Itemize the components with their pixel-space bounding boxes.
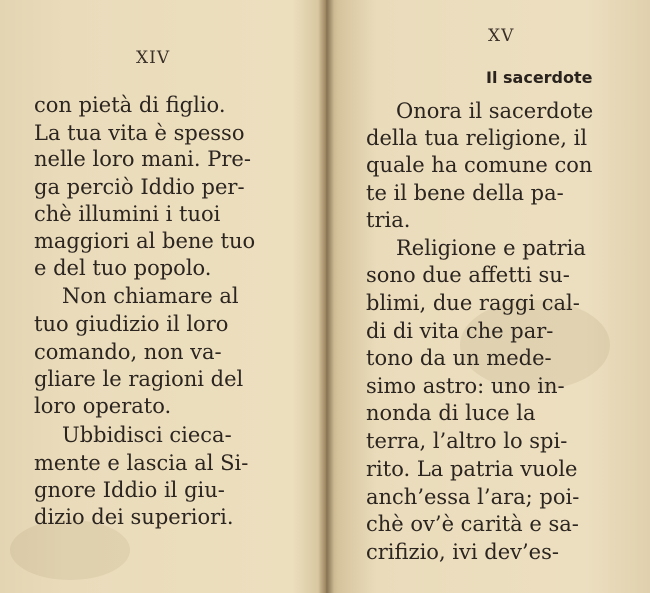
text-line: nelle loro mani. Pre- (34, 147, 251, 171)
page-number-right: XV (488, 26, 515, 46)
text-line: con pietà di figlio. (34, 93, 226, 117)
text-line: sono due affetti su- (366, 263, 570, 287)
text-line: Onora il sacerdote (396, 99, 594, 123)
text-line: Ubbidisci cieca- (62, 423, 232, 447)
text-line: Non chiamare al (62, 284, 239, 308)
text-line: Religione e patria (396, 236, 586, 260)
text-line: terra, l’altro lo spi- (366, 429, 568, 453)
text-line: crifizio, ivi dev’es- (366, 540, 559, 564)
page-number-left: XIV (136, 48, 171, 68)
text-line: te il bene della pa- (366, 181, 564, 205)
text-line: blimi, due raggi cal- (366, 291, 580, 315)
text-line: maggiori al bene tuo (34, 229, 256, 253)
text-line: loro operato. (34, 394, 172, 418)
text-line: anch’essa l’ara; poi- (366, 485, 580, 509)
text-line: chè illumini i tuoi (34, 202, 221, 226)
text-line: di di vita che par- (366, 319, 554, 343)
text-line: mente e lascia al Si- (34, 451, 249, 475)
text-line: dizio dei superiori. (34, 505, 234, 529)
right-page (330, 0, 650, 593)
text-line: gnore Iddio il giu- (34, 478, 225, 502)
text-line: ga perciò Iddio per- (34, 175, 245, 199)
text-line: quale ha comune con (366, 153, 593, 177)
text-line: chè ov’è carità e sa- (366, 512, 579, 536)
text-line: tono da un mede- (366, 346, 552, 370)
text-line: rito. La patria vuole (366, 457, 578, 481)
text-line: comando, non va- (34, 340, 222, 364)
text-line: della tua religione, il (366, 126, 588, 150)
text-line: e del tuo popolo. (34, 256, 212, 280)
text-line: simo astro: uno in- (366, 374, 565, 398)
text-line: tuo giudizio il loro (34, 312, 229, 336)
section-heading: Il sacerdote (486, 68, 593, 87)
text-line: tria. (366, 208, 411, 232)
text-line: La tua vita è spesso (34, 121, 245, 145)
text-line: gliare le ragioni del (34, 367, 244, 391)
text-line: nonda di luce la (366, 401, 536, 425)
